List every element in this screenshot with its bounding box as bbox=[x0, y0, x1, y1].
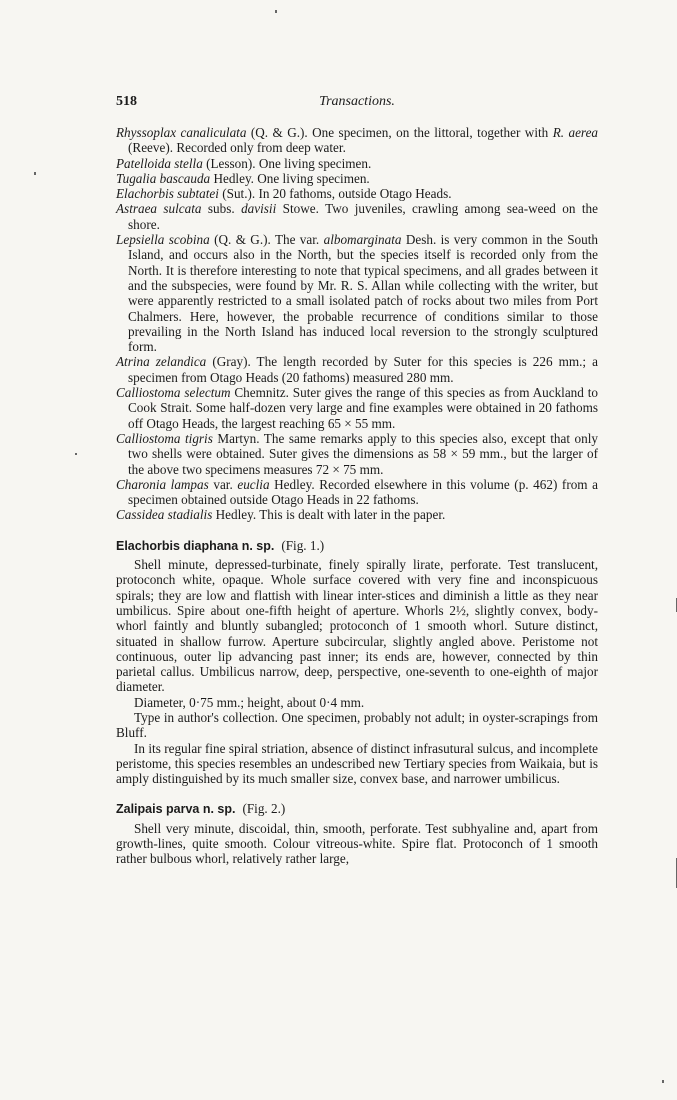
page-body bbox=[116, 125, 598, 867]
species-name: Cassidea stadialis bbox=[116, 507, 213, 523]
species-entry: Lepsiella scobina (Q. & G.). The var. albomarginata Desh. is very common in the South Island, and occurs also in the North, but the species itself is recorded only from the North. It is therefore interesting to note that typical specimens, and all grades between it and the subspecies, were found by Mr. R. S. Allan while collecting with the writer, but were apparently restricted to a small isolated patch of rocks about two miles from Port Chalmers. Here, however, the probable recurrence of conditions similar to those prevailing in the North Island has induced local reversion to the strongly sculptured form. bbox=[116, 232, 598, 355]
species-entry: Patelloida stella (Lesson). One living specimen. bbox=[116, 155, 372, 171]
scan-mark bbox=[75, 453, 77, 455]
description-paragraph: Shell minute, depressed-turbinate, finely spirally lirate, perforate. Test translucent, protoconch white, opaque. Whole surface covered with very fine and inconspicuous spirals; they are low and flattish with linear inter-stices and diminish a little as they near umbilicus. Spire about one-fifth height of aperture. Whorls 2½, slightly convex, body-whorl faintly and bluntly subangled; protoconch of 1 smooth whorl. Suture distinct, situated in shallow furrow. Aperture subcircular, slightly angled above. Peristome not continuous, outer lip advancing past inner; its ends are, however, connected by thin parietal callus. Umbilicus narrow, deep, perspective, one-seventh to one-eighth of major diameter. bbox=[116, 557, 598, 695]
dimensions-paragraph: Diameter, 0·75 mm.; height, about 0·4 mm. bbox=[134, 694, 365, 710]
species-entry: Calliostoma selectum Chemnitz. Suter gives the range of this species as from Auckland to Cook Strait. Some half-dozen very large and fine examples were obtained in 20 fathoms off Otago Heads, the largest reaching 65 × 55 mm. bbox=[116, 385, 598, 431]
species-name: Charonia lampas bbox=[116, 476, 209, 492]
section-heading: Zalipais parva n. sp. (Fig. 2.) bbox=[116, 801, 286, 817]
scan-mark bbox=[34, 172, 36, 175]
species-name: Elachorbis subtatei bbox=[116, 186, 219, 202]
species-entry: Elachorbis subtatei (Sut.). In 20 fathoms, outside Otago Heads. bbox=[116, 186, 452, 202]
species-name: Patelloida stella bbox=[116, 155, 203, 171]
species-name: davisii bbox=[241, 201, 277, 217]
section-heading: Elachorbis diaphana n. sp. (Fig. 1.) bbox=[116, 537, 325, 553]
species-entry: Calliostoma tigris Martyn. The same remarks apply to this species also, except that only two shells were obtained. Suter gives the dimensions as 58 × 59 mm., but the larger of the above two specimens measures 72 × 75 mm. bbox=[116, 430, 598, 477]
type-paragraph: Type in author's collection. One specimen, probably not adult; in oyster-scrapings from Bluff. bbox=[116, 709, 598, 741]
figure-ref: (Fig. 2.) bbox=[242, 801, 286, 817]
species-entry: Atrina zelandica (Gray). The length recorded by Suter for this species is 226 mm.; a specimen from Otago Heads (20 fathoms) measured 280 mm. bbox=[116, 354, 598, 385]
section-elachorbis bbox=[116, 538, 598, 787]
species-name: Atrina zelandica bbox=[116, 354, 207, 370]
figure-ref: (Fig. 1.) bbox=[281, 537, 325, 553]
species-name: Astraea sulcata bbox=[116, 201, 202, 217]
species-name: euclia bbox=[237, 476, 270, 492]
species-name: Calliostoma selectum bbox=[116, 385, 231, 401]
description-paragraph: Shell very minute, discoidal, thin, smooth, perforate. Test subhyaline and, apart from growth-lines, quite smooth. Colour vitreous-white. Spire flat. Protoconch of 1 smooth rather bulbous whorl, relatively rather large, bbox=[116, 820, 598, 867]
species-name: Calliostoma tigris bbox=[116, 430, 213, 446]
species-name: R. aerea bbox=[552, 125, 599, 140]
scan-mark bbox=[275, 10, 277, 13]
species-name: Rhyssoplax canaliculata bbox=[116, 125, 247, 140]
species-name: albomarginata bbox=[323, 232, 402, 248]
species-entry: Astraea sulcata subs. davisii Stowe. Two juveniles, crawling among sea-weed on the shore. bbox=[116, 201, 598, 232]
running-title: Transactions. bbox=[319, 94, 395, 109]
page-header bbox=[116, 94, 598, 112]
species-list bbox=[116, 125, 598, 523]
species-entry: Rhyssoplax canaliculata (Q. & G.). One specimen, on the littoral, together with R. aerea (Reeve). Recorded only from deep water. bbox=[116, 125, 599, 156]
species-entry: Cassidea stadialis Hedley. This is dealt with later in the paper. bbox=[116, 507, 446, 523]
remarks-paragraph: In its regular fine spiral striation, absence of distinct infrasutural sulcus, and incomplete peristome, this species resembles an undescribed new Tertiary species from Waikaia, but is amply distinguished by its much smaller size, convex base, and narrower umbilicus. bbox=[116, 740, 598, 787]
scan-mark bbox=[662, 1080, 664, 1083]
section-zalipais bbox=[116, 801, 598, 866]
species-entry: Tugalia bascauda Hedley. One living specimen. bbox=[116, 170, 370, 186]
page-number: 518 bbox=[116, 94, 137, 109]
species-entry: Charonia lampas var. euclia Hedley. Recorded elsewhere in this volume (p. 462) from a specimen obtained outside Otago Heads in 22 fathoms. bbox=[116, 476, 598, 508]
species-name: Lepsiella scobina bbox=[116, 232, 210, 248]
species-name: Tugalia bascauda bbox=[116, 170, 211, 186]
